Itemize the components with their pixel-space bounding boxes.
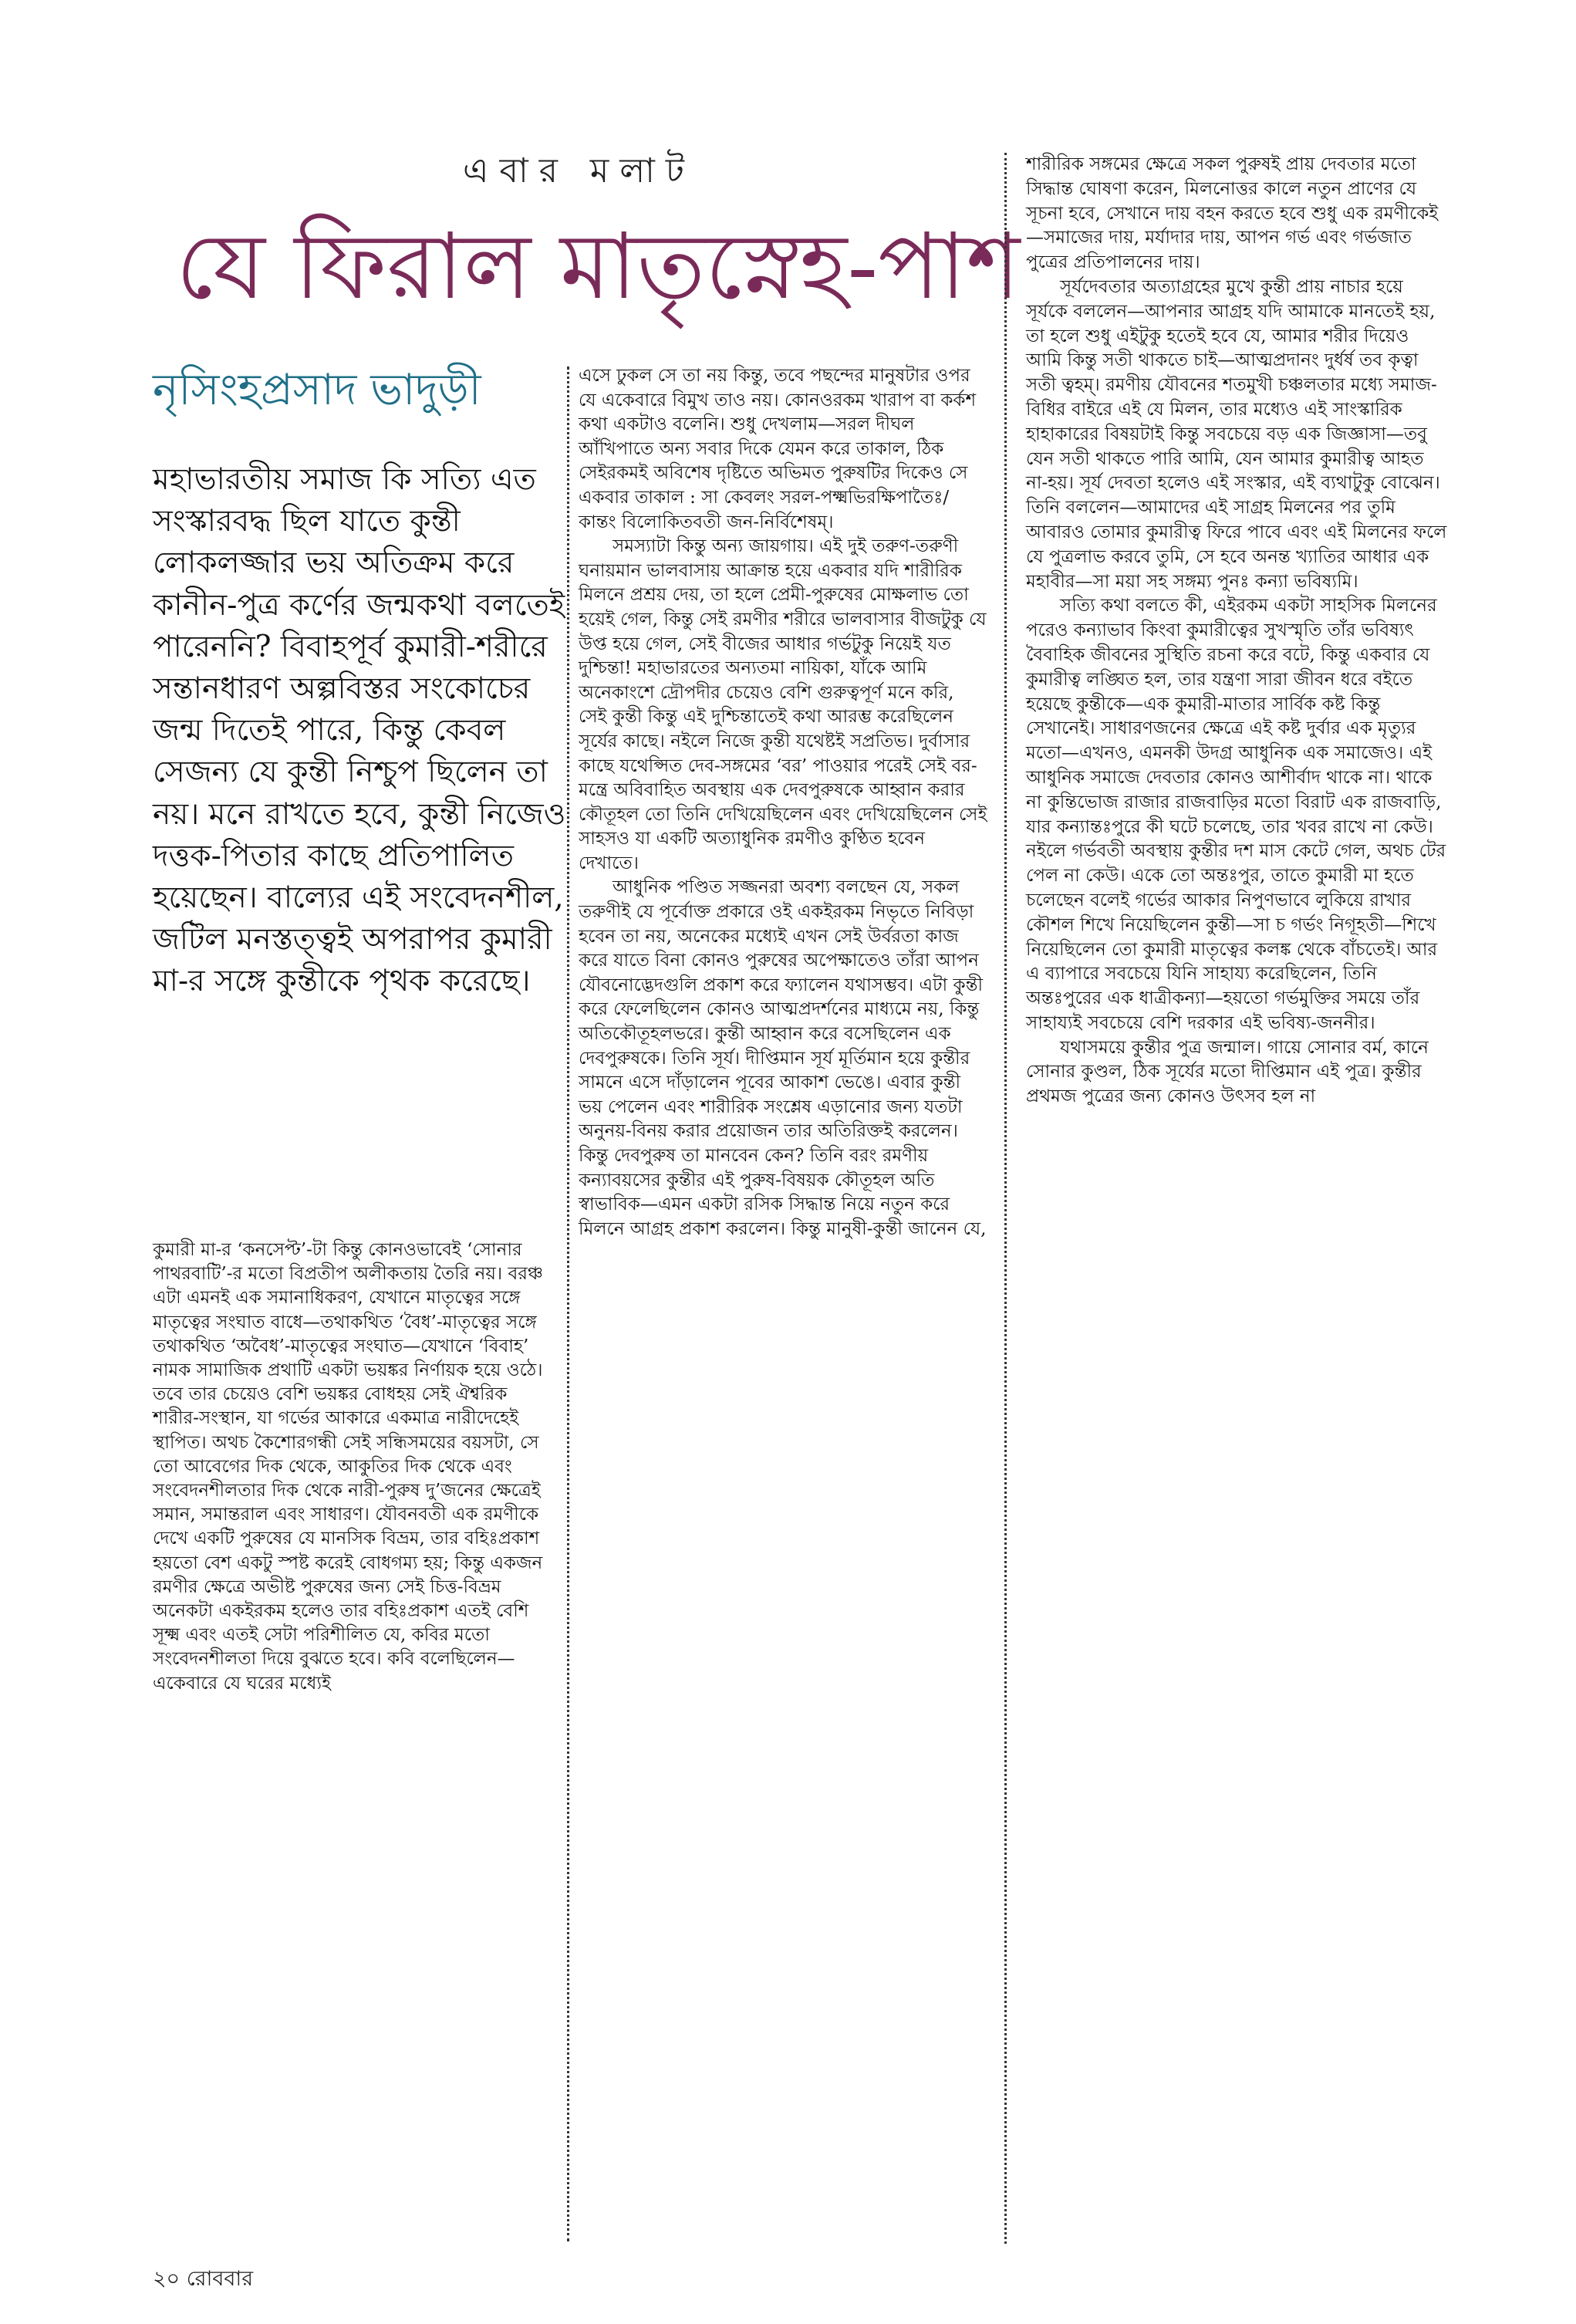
column-divider: [567, 367, 569, 2241]
article-headline: যে ফিরাল মাতৃস্নেহ-পাশ: [176, 213, 1021, 319]
paragraph: আধুনিক পণ্ডিত সজ্জনরা অবশ্য বলছেন যে, সকল তরুণীই যে পূর্বোক্ত প্রকারে ওই একইরকম নিভৃতে নিবিড়া হবেন তা নয়, অনেকের মধ্যেই এখন সেই উর্বরতা কাজ করে যাতে বিনা কোনও পুরুষের অপেক্ষাতেও তাঁরা আপন যৌবনোদ্ভেদগুলি প্রকাশ করে ফ্যালেন যথাসম্ভব। এটা কুন্তী করে ফেলেছিলেন কোনও আত্মপ্রদর্শনের মাধ্যমে নয়, কিন্তু অতিকৌতূহলভরে। কুন্তী আহ্বান করে বসেছিলেন এক দেবপুরুষকে। তিনি সূর্য। দীপ্তিমান সূর্য মূর্তিমান হয়ে কুন্তীর সামনে এসে দাঁড়ালেন পূবের আকাশ ভেঙে। এবার কুন্তী ভয় পেলেন এবং শারীরিক সংশ্লেষ এড়ানোর জন্য যতটা অনুনয়-বিনয় করার প্রয়োজন তার অতিরিক্তই করলেন। কিন্তু দেবপুরুষ তা মানবেন কেন? তিনি বরং রমণীয় কন্যাবয়সের কুন্তীর এই পুরুষ-বিষয়ক কৌতূহল অতি স্বাভাবিক—এমন একটা রসিক সিদ্ধান্ত নিয়ে নতুন করে মিলনে আগ্রহ প্রকাশ করলেন। কিন্তু মানুষী-কুন্তী জানেন যে,: [579, 877, 987, 1239]
section-kicker: এবার মলাট: [463, 151, 695, 191]
body-column-1: [153, 1238, 554, 1696]
body-column-3: [1026, 153, 1449, 1110]
author-byline: নৃসিংহপ্রসাদ ভাদুড়ী: [153, 365, 481, 415]
paragraph: সূর্যদেবতার অত্যাগ্রহের মুখে কুন্তী প্রায় নাচার হয়ে সূর্যকে বললেন—আপনার আগ্রহ যদি আমাকে মানতেই হয়, তা হলে শুধু এইটুকু হতেই হবে যে, আমার শরীর দিয়েও আমি কিন্তু সতী থাকতে চাই—আত্মপ্রদানং দুর্ধর্ষ তব কৃত্বা সতী ত্বহম্। রমণীয় যৌবনের শতমুখী চঞ্চলতার মধ্যে সমাজ-বিধির বাইরে এই যে মিলন, তার মধ্যেও এই সাংস্কারিক হাহাকারের বিষয়টাই কিন্তু সবচেয়ে বড় এক জিজ্ঞাসা—তবু যেন সতী থাকতে পারি আমি, যেন আমার কুমারীত্ব আহত না-হয়। সূর্য দেবতা হলেও এই সংস্কার, এই ব্যথাটুকু বোঝেন। তিনি বললেন—আমাদের এই সাগ্রহ মিলনের পর তুমি আবারও তোমার কুমারীত্ব ফিরে পাবে এবং এই মিলনের ফলে যে পুত্রলাভ করবে তুমি, সে হবে অনন্ত খ্যাতির আধার এক মহাবীর—সা ময়া সহ সঙ্গম্য পুনঃ কন্যা ভবিষ্যমি।: [1026, 276, 1447, 592]
page-folio: ২০ রোববার: [153, 2267, 254, 2291]
paragraph: শারীরিক সঙ্গমের ক্ষেত্রে সকল পুরুষই প্রায় দেবতার মতো সিদ্ধান্ত ঘোষণা করেন, মিলনোত্তর কালে নতুন প্রাণের যে সূচনা হবে, সেখানে দায় বহন করতে হবে শুধু এক রমণীকেই—সমাজের দায়, মর্যাদার দায়, আপন গর্ভ এবং গর্ভজাত পুত্রের প্রতিপালনের দায়।: [1026, 154, 1439, 273]
paragraph: কুমারী মা-র ‘কনসেপ্ট’-টা কিন্তু কোনওভাবেই ‘সোনার পাথরবাটি’-র মতো বিপ্রতীপ অলীকতায় তৈরি নয়। বরঞ্চ এটা এমনই এক সমানাধিকরণ, যেখানে মাতৃত্বের সঙ্গে মাতৃত্বের সংঘাত বাধে—তথাকথিত ‘বৈধ’-মাতৃত্বের সঙ্গে তথাকথিত ‘অবৈধ’-মাতৃত্বের সংঘাত—যেখানে ‘বিবাহ’ নামক সামাজিক প্রথাটি একটা ভয়ঙ্কর নির্ণায়ক হয়ে ওঠে। তবে তার চেয়েও বেশি ভয়ঙ্কর বোধহয় সেই ঐশ্বরিক শারীর-সংস্থান, যা গর্ভের আকারে একমাত্র নারীদেহেই স্থাপিত। অথচ কৈশোরগন্ধী সেই সন্ধিসময়ের বয়সটা, সে তো আবেগের দিক থেকে, আকুতির দিক থেকে এবং সংবেদনশীলতার দিক থেকে নারী-পুরুষ দু’জনের ক্ষেত্রেই সমান, সমান্তরাল এবং সাধারণ। যৌবনবতী এক রমণীকে দেখে একটি পুরুষের যে মানসিক বিভ্রম, তার বহিঃপ্রকাশ হয়তো বেশ একটু স্পষ্ট করেই বোধগম্য হয়; কিন্তু একজন রমণীর ক্ষেত্রে অভীষ্ট পুরুষের জন্য সেই চিত্ত-বিভ্রম অনেকটা একইরকম হলেও তার বহিঃপ্রকাশ এতই বেশি সূক্ষ্ম এবং এতই সেটা পরিশীলিত যে, কবির মতো সংবেদনশীলতা দিয়ে বুঝতে হবে। কবি বলেছিলেন—একেবারে যে ঘরের মধ্যেই: [153, 1240, 543, 1694]
paragraph: সত্যি কথা বলতে কী, এইরকম একটা সাহসিক মিলনের পরেও কন্যাভাব কিংবা কুমারীত্বের সুখস্মৃতি তাঁর ভবিষ্যৎ বৈবাহিক জীবনের সুস্থিতি রচনা করে বটে, কিন্তু একবার যে কুমারীত্ব লঙ্ঘিত হল, তার যন্ত্রণা সারা জীবন ধরে বইতে হয়েছে কুন্তীকে—এক কুমারী-মাতার সার্বিক কষ্ট কিন্তু সেখানেই। সাধারণজনের ক্ষেত্রে এই কষ্ট দুর্বার এক মৃত্যুর মতো—এখনও, এমনকী উদগ্র আধুনিক এক সমাজেও। এই আধুনিক সমাজে দেবতার কোনও আশীর্বাদ থাকে না। থাকে না কুন্তিভোজ রাজার রাজবাড়ির মতো বিরাট এক রাজবাড়ি, যার কন্যান্তঃপুরে কী ঘটে চলেছে, তার খবর রাখে না কেউ। নইলে গর্ভবতী অবস্থায় কুন্তীর দশ মাস কেটে গেল, অথচ টের পেল না কেউ। একে তো অন্তঃপুর, তাতে কুমারী মা হতে চলেছেন বলেই গর্ভের আকার নিপুণভাবে লুকিয়ে রাখার কৌশল শিখে নিয়েছিলেন কুন্তী—সা চ গর্ভং নিগূহতী—শিখে নিয়েছিলেন তো কুমারী মাতৃত্বের কলঙ্ক থেকে বাঁচতেই। আর এ ব্যাপারে সবচেয়ে যিনি সাহায্য করেছিলেন, তিনি অন্তঃপুরের এক ধাত্রীকন্যা—হয়তো গর্ভমুক্তির সময়ে তাঁর সাহায্যই সবচেয়ে বেশি দরকার এই ভবিষ্য-জননীর।: [1026, 596, 1446, 1033]
body-column-2: [579, 364, 987, 1241]
paragraph: যথাসময়ে কুন্তীর পুত্র জন্মাল। গায়ে সোনার বর্ম, কানে সোনার কুণ্ডল, ঠিক সূর্যের মতো দীপ্তিমান এই পুত্র। কুন্তীর প্রথমজ পুত্রের জন্য কোনও উৎসব হল না: [1026, 1037, 1429, 1107]
paragraph: সমস্যাটা কিন্তু অন্য জায়গায়। এই দুই তরুণ-তরুণী ঘনায়মান ভালবাসায় আক্রান্ত হয়ে একবার যদি শারীরিক মিলনে প্রশ্রয় দেয়, তা হলে প্রেমী-পুরুষের মোক্ষলাভ তো হয়েই গেল, কিন্তু সেই রমণীর শরীরে ভালবাসার বীজটুকু যে উপ্ত হয়ে গেল, সেই বীজের আধার গর্ভটুকু নিয়েই যত দুশ্চিন্তা! মহাভারতের অন্যতমা নায়িকা, যাঁকে আমি অনেকাংশে দ্রৌপদীর চেয়েও বেশি গুরুত্বপূর্ণ মনে করি, সেই কুন্তী কিন্তু এই দুশ্চিন্তাতেই কথা আরম্ভ করেছিলেন সূর্যের কাছে। নইলে নিজে কুন্তী যথেষ্টই সপ্রতিভ। দুর্বাসার কাছে যথেপ্সিত দেব-সঙ্গমের ‘বর’ পাওয়ার পরেই সেই বর-মন্ত্রে অবিবাহিত অবস্থায় এক দেবপুরুষকে আহ্বান করার কৌতূহল তো তিনি দেখিয়েছিলেন এবং দেখিয়েছিলেন সেই সাহসও যা একটি অত্যাধুনিক রমণীও কুণ্ঠিত হবেন দেখাতে।: [579, 536, 987, 873]
paragraph: এসে ঢুকল সে তা নয় কিন্তু, তবে পছন্দের মানুষটার ওপর যে একেবারে বিমুখ তাও নয়। কোনওরকম খারাপ বা কর্কশ কথা একটাও বলেনি। শুধু দেখলাম—সরল দীঘল আঁখিপাতে অন্য সবার দিকে যেমন করে তাকাল, ঠিক সেইরকমই অবিশেষ দৃষ্টিতে অভিমত পুরুষটির দিকেও সে একবার তাকাল : সা কেবলং সরল-পক্ষ্মভিরক্ষিপাতৈঃ/ কান্তং বিলোকিতবতী জন-নির্বিশেষম্।: [579, 366, 977, 532]
intro-standfirst: মহাভারতীয় সমাজ কি সত্যি এত সংস্কারবদ্ধ ছিল যাতে কুন্তী লোকলজ্জার ভয় অতিক্রম করে কানীন-পুত্র কর্ণের জন্মকথা বলতেই পারেননি? বিবাহপূর্ব কুমারী-শরীরে সন্তানধারণ অল্পবিস্তর সংকোচের জন্ম দিতেই পারে, কিন্তু কেবল সেজন্য যে কুন্তী নিশ্চুপ ছিলেন তা নয়। মনে রাখতে হবে, কুন্তী নিজেও দত্তক-পিতার কাছে প্রতিপালিত হয়েছেন। বাল্যের এই সংবেদনশীল, জটিল মনস্তত্ত্বই অপরাপর কুমারী মা-র সঙ্গে কুন্তীকে পৃথক করেছে।: [153, 462, 566, 999]
column-divider: [1004, 153, 1007, 2244]
